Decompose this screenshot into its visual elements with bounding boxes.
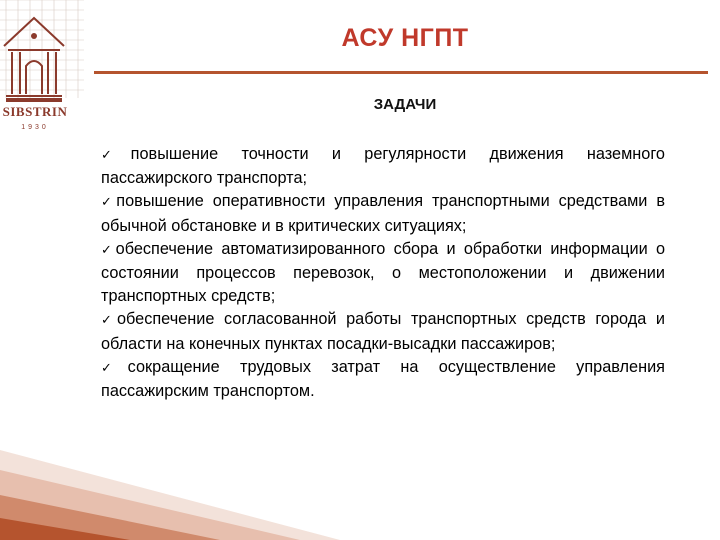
- university-logo: [0, 0, 86, 140]
- list-item: ✓обеспечение согласованной работы транспортных средств города и области на конечных пунктах посадки-высадки пассажиров;: [101, 310, 665, 353]
- check-mark-icon: ✓: [101, 360, 128, 376]
- title-divider: [94, 71, 708, 74]
- check-mark-icon: ✓: [101, 195, 117, 211]
- corner-decoration: [0, 440, 340, 540]
- section-heading: ЗАДАЧИ: [373, 96, 437, 113]
- list-item: ✓обеспечение автоматизированного сбора и обработки информации о состоянии процессов перевозок, о местоположении и движении транспортных средств;: [101, 239, 665, 306]
- task-list: [101, 143, 665, 403]
- logo-wordmark: SIBSTRIN: [2, 104, 68, 119]
- list-item: ✓сокращение трудовых затрат на осуществление управления пассажирским транспортом.: [101, 357, 665, 401]
- list-item: ✓повышение оперативности управления транспортными средствами в обычной обстановке и в критических ситуациях;: [101, 192, 665, 235]
- logo-year: 1930: [21, 124, 49, 131]
- check-mark-icon: ✓: [101, 313, 117, 329]
- check-mark-icon: ✓: [101, 148, 131, 163]
- check-mark-icon: ✓: [101, 242, 116, 258]
- page-title: АСУ НГПТ: [341, 24, 469, 52]
- list-item: ✓повышение точности и регулярности движения наземного пассажирского транспорта;: [101, 145, 665, 188]
